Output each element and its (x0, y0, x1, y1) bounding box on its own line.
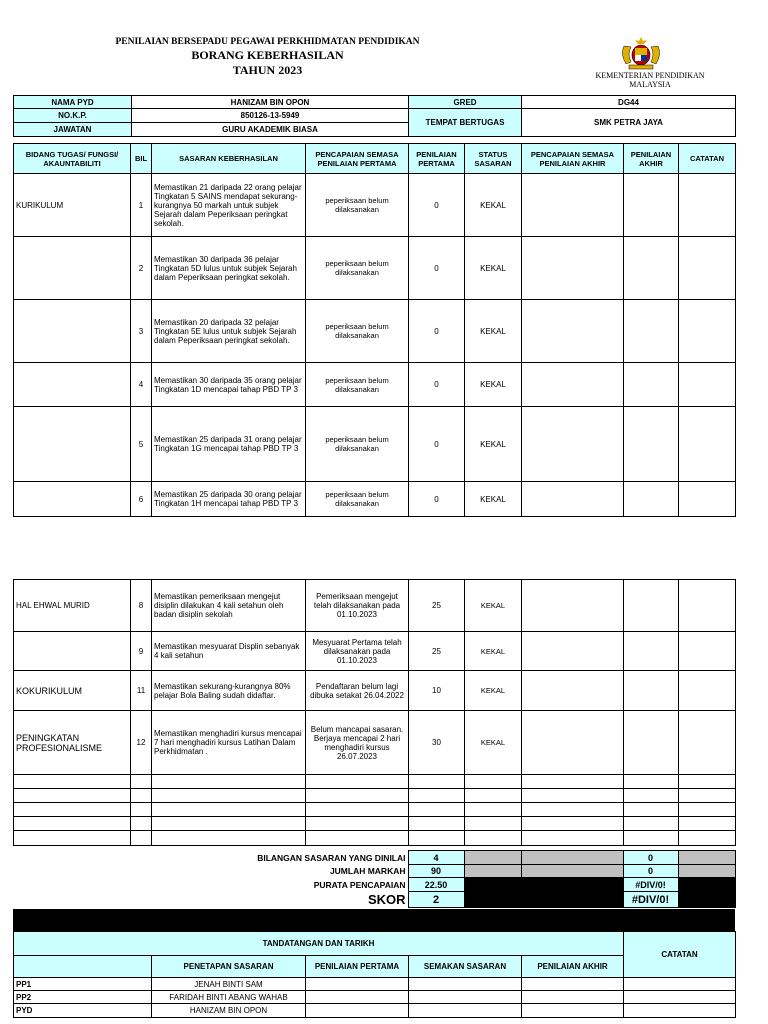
row-pencapaian-akhir[interactable] (522, 580, 624, 632)
row-catatan[interactable] (679, 711, 736, 775)
row-status: KEKAL (465, 300, 522, 363)
row-nilai-akhir[interactable] (624, 632, 679, 671)
row-pencapaian-akhir[interactable] (522, 482, 624, 517)
tempat-value: SMK PETRA JAYA (522, 109, 736, 137)
signature-row (14, 991, 736, 1004)
jumlah-label: JUMLAH MARKAH (329, 866, 406, 876)
purata-value: 22.50 (408, 878, 464, 892)
purata-akhir: #DIV/0! (623, 878, 678, 892)
row-pencapaian-akhir[interactable] (522, 363, 624, 407)
row-pencapaian: peperiksaan belum dilaksanakan (306, 300, 409, 363)
table-row (14, 363, 736, 407)
row-pencapaian: Mesyuarat Pertama telah dilaksanakan pada 01.10.2023 (306, 632, 409, 671)
row-catatan[interactable] (679, 363, 736, 407)
signature-cell[interactable] (522, 991, 624, 1004)
signature-cell[interactable] (624, 991, 736, 1004)
col-sasaran: SASARAN KEBERHASILAN (152, 144, 306, 174)
empty-row (14, 803, 736, 817)
signature-cell[interactable] (409, 991, 522, 1004)
signature-name: JENAH BINTI SAM (152, 978, 306, 991)
bilangan-label: BILANGAN SASARAN YANG DINILAI (257, 852, 406, 863)
col-penilaian-pertama: PENILAIAN PERTAMA (409, 144, 465, 174)
signature-row (14, 978, 736, 991)
row-bil: 4 (131, 363, 152, 407)
row-sasaran: Memastikan menghadiri kursus mencapai 7 hari menghadiri kursus Latihan Dalam Perkhidmatan . (152, 711, 306, 775)
table-row (14, 482, 736, 517)
row-bil: 1 (131, 174, 152, 237)
row-bidang (14, 482, 131, 517)
row-catatan[interactable] (679, 174, 736, 237)
row-sasaran: Memastikan 25 daripada 31 orang pelajar Tingkatan 1G mencapai tahap PBD TP 3 (152, 407, 306, 482)
row-catatan[interactable] (679, 482, 736, 517)
row-bil: 6 (131, 482, 152, 517)
row-pencapaian-akhir[interactable] (522, 632, 624, 671)
tempat-label: TEMPAT BERTUGAS (409, 109, 522, 137)
row-nilai-akhir[interactable] (624, 671, 679, 711)
info-table (13, 95, 736, 137)
row-nilai: 10 (409, 671, 465, 711)
col-pencapaian-akhir: PENCAPAIAN SEMASA PENILAIAN AKHIR (522, 144, 624, 174)
empty-row (14, 817, 736, 831)
skor-label: SKOR (367, 892, 406, 907)
row-status: KEKAL (465, 174, 522, 237)
row-nilai: 0 (409, 237, 465, 300)
row-sasaran: Memastikan 20 daripada 32 pelajar Tingkatan 5E lulus untuk subjek Sejarah dalam Peperiksaan peringkat sekolah. (152, 300, 306, 363)
row-pencapaian: Pemeriksaan mengejut telah dilaksanakan pada 01.10.2023 (306, 580, 409, 632)
row-pencapaian-akhir[interactable] (522, 407, 624, 482)
empty-row (14, 775, 736, 789)
row-status: KEKAL (465, 407, 522, 482)
signature-name: HANIZAM BIN OPON (152, 1004, 306, 1018)
signature-cell[interactable] (522, 1004, 624, 1018)
form-title: BORANG KEBERHASILAN (191, 48, 344, 62)
table-row (14, 632, 736, 671)
table-row (14, 671, 736, 711)
row-nilai-akhir[interactable] (624, 482, 679, 517)
row-nilai-akhir[interactable] (624, 237, 679, 300)
row-pencapaian: peperiksaan belum dilaksanakan (306, 407, 409, 482)
black-divider (13, 909, 735, 931)
table-row (14, 300, 736, 363)
table-row (14, 711, 736, 775)
col-penilaian-pertama-sig: PENILAIAN PERTAMA (306, 956, 409, 978)
table-row (14, 174, 736, 237)
row-bil: 3 (131, 300, 152, 363)
row-bidang (14, 632, 131, 671)
row-bil: 5 (131, 407, 152, 482)
form-heading: PENILAIAN BERSEPADU PEGAWAI PERKHIDMATAN PENDIDIKAN (115, 37, 420, 47)
table-row (14, 407, 736, 482)
row-bidang: PENINGKATAN PROFESIONALISME (14, 711, 131, 775)
signature-cell[interactable] (306, 991, 409, 1004)
col-semakan: SEMAKAN SASARAN (409, 956, 522, 978)
jawatan-value: GURU AKADEMIK BIASA (132, 123, 409, 137)
signature-role: PP2 (14, 991, 152, 1004)
row-bidang: KOKURIKULUM (14, 671, 131, 711)
row-pencapaian-akhir[interactable] (522, 671, 624, 711)
ministry-line-2: MALAYSIA (629, 80, 671, 89)
row-sasaran: Memastikan mesyuarat Displin sebanyak 4 kali setahun (152, 632, 306, 671)
row-sasaran: Memastikan sekurang-kurangnya 80% pelajar Bola Baling sudah didaftar. (152, 671, 306, 711)
signature-cell[interactable] (624, 978, 736, 991)
row-bidang: KURIKULUM (14, 174, 131, 237)
ministry-line-1: KEMENTERIAN PENDIDIKAN (595, 71, 705, 80)
row-pencapaian-akhir[interactable] (522, 174, 624, 237)
signature-role: PP1 (14, 978, 152, 991)
row-nilai: 0 (409, 363, 465, 407)
signature-title: TANDATANGAN DAN TARIKH (14, 932, 624, 956)
row-pencapaian: peperiksaan belum dilaksanakan (306, 237, 409, 300)
bilangan-akhir: 0 (623, 851, 678, 865)
row-nilai: 0 (409, 407, 465, 482)
row-nilai: 30 (409, 711, 465, 775)
row-bil: 11 (131, 671, 152, 711)
signature-cell[interactable] (409, 1004, 522, 1018)
signature-role: PYD (14, 1004, 152, 1018)
signature-cell[interactable] (409, 978, 522, 991)
col-bidang: BIDANG TUGAS/ FUNGSI/ AKAUNTABILITI (14, 144, 131, 174)
row-status: KEKAL (465, 482, 522, 517)
jumlah-akhir: 0 (623, 865, 678, 878)
row-bil: 2 (131, 237, 152, 300)
row-bidang (14, 407, 131, 482)
row-sasaran: Memastikan 25 daripada 30 orang pelajar Tingkatan 1H mencapai tahap PBD TP 3 (152, 482, 306, 517)
row-bil: 9 (131, 632, 152, 671)
row-bidang (14, 237, 131, 300)
row-sasaran: Memastikan 30 daripada 36 pelajar Tingkatan 5D lulus untuk subjek Sejarah dalam Peperiksaan peringkat sekolah. (152, 237, 306, 300)
jumlah-value: 90 (408, 865, 464, 878)
signature-name: FARIDAH BINTI ABANG WAHAB (152, 991, 306, 1004)
row-pencapaian: peperiksaan belum dilaksanakan (306, 363, 409, 407)
table-row (14, 580, 736, 632)
row-pencapaian-akhir[interactable] (522, 711, 624, 775)
row-status: KEKAL (465, 363, 522, 407)
row-pencapaian: Belum mancapai sasaran. Berjaya mencapai 2 hari menghadiri kursus 26.07.2023 (306, 711, 409, 775)
row-nilai: 25 (409, 632, 465, 671)
row-nilai: 25 (409, 580, 465, 632)
col-bil: BIL (131, 144, 152, 174)
row-nilai: 0 (409, 482, 465, 517)
col-status: STATUS SASARAN (465, 144, 522, 174)
targets-table-page2 (13, 579, 736, 846)
summary-table (13, 850, 736, 908)
row-bil: 12 (131, 711, 152, 775)
row-bidang: HAL EHWAL MURID (14, 580, 131, 632)
signature-table (13, 931, 736, 1018)
row-nilai: 0 (409, 300, 465, 363)
signature-cell[interactable] (522, 978, 624, 991)
row-pencapaian: peperiksaan belum dilaksanakan (306, 482, 409, 517)
signature-cell[interactable] (306, 1004, 409, 1018)
row-pencapaian-akhir[interactable] (522, 300, 624, 363)
row-bidang (14, 363, 131, 407)
jawatan-label: JAWATAN (14, 123, 132, 137)
row-nilai-akhir[interactable] (624, 174, 679, 237)
signature-cell[interactable] (624, 1004, 736, 1018)
ministry-name (580, 71, 720, 89)
row-bidang (14, 300, 131, 363)
skor-akhir: #DIV/0! (623, 892, 678, 908)
col-penilaian-akhir-sig: PENILAIAN AKHIR (522, 956, 624, 978)
bilangan-value: 4 (408, 851, 464, 865)
signature-cell[interactable] (306, 978, 409, 991)
row-status: KEKAL (465, 671, 522, 711)
row-nilai-akhir[interactable] (624, 407, 679, 482)
col-pencapaian-pertama: PENCAPAIAN SEMASA PENILAIAN PERTAMA (306, 144, 409, 174)
empty-row (14, 831, 736, 846)
row-pencapaian: peperiksaan belum dilaksanakan (306, 174, 409, 237)
row-status: KEKAL (465, 237, 522, 300)
signature-catatan: CATATAN (624, 932, 736, 978)
row-catatan[interactable] (679, 632, 736, 671)
row-pencapaian-akhir[interactable] (522, 237, 624, 300)
table-row (14, 237, 736, 300)
row-sasaran: Memastikan 21 daripada 22 orang pelajar Tingkatan 5 SAINS mendapat sekurang-kurangnya 50 markah untuk subjek Sejarah dalam Peperiksaan peringkat sekolah. (152, 174, 306, 237)
row-nilai-akhir[interactable] (624, 580, 679, 632)
row-nilai-akhir[interactable] (624, 363, 679, 407)
signature-row (14, 1004, 736, 1018)
row-status: KEKAL (465, 632, 522, 671)
gred-value: DG44 (522, 96, 736, 109)
row-nilai-akhir[interactable] (624, 300, 679, 363)
row-catatan[interactable] (679, 407, 736, 482)
nokp-value: 850126-13-5949 (132, 109, 409, 123)
row-sasaran: Memastikan pemeriksaan mengejut disiplin dilakukan 4 kali setahun oleh badan disiplin sekolah (152, 580, 306, 632)
row-nilai-akhir[interactable] (624, 711, 679, 775)
row-pencapaian: Pendaftaran belum lagi dibuka setakat 26.04.2022 (306, 671, 409, 711)
targets-table-page1 (13, 143, 736, 517)
empty-row (14, 789, 736, 803)
row-bil: 8 (131, 580, 152, 632)
row-sasaran: Memastikan 30 daripada 35 orang pelajar Tingkatan 1D mencapai tahap PBD TP 3 (152, 363, 306, 407)
col-penetapan: PENETAPAN SASARAN (152, 956, 306, 978)
skor-value: 2 (408, 892, 464, 908)
col-catatan: CATATAN (679, 144, 736, 174)
row-nilai: 0 (409, 174, 465, 237)
row-catatan[interactable] (679, 300, 736, 363)
form-year: TAHUN 2023 (232, 63, 303, 77)
coat-of-arms-icon (618, 36, 664, 70)
row-catatan[interactable] (679, 671, 736, 711)
nama-label: NAMA PYD (14, 96, 132, 109)
row-status: KEKAL (465, 580, 522, 632)
nama-value: HANIZAM BIN OPON (132, 96, 409, 109)
row-catatan[interactable] (679, 237, 736, 300)
nokp-label: NO.K.P. (14, 109, 132, 123)
col-penilaian-akhir: PENILAIAN AKHIR (624, 144, 679, 174)
purata-label: PURATA PENCAPAIAN (313, 879, 406, 890)
row-catatan[interactable] (679, 580, 736, 632)
gred-label: GRED (409, 96, 522, 109)
row-status: KEKAL (465, 711, 522, 775)
